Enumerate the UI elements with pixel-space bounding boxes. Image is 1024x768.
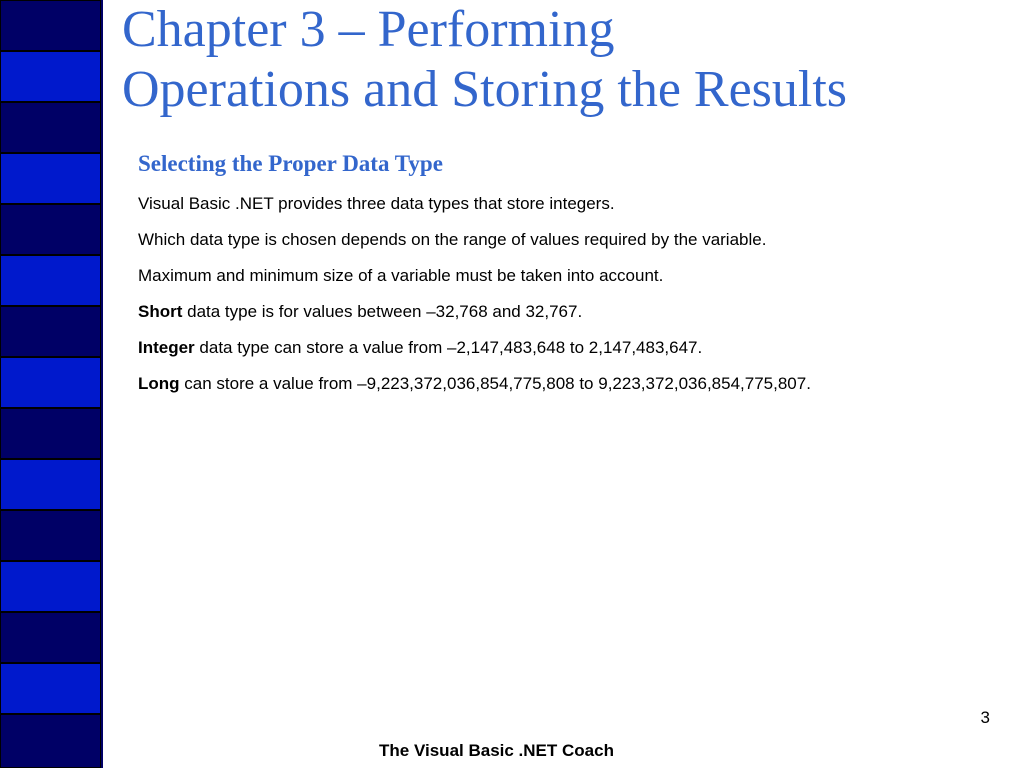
sidebar-block — [0, 102, 101, 153]
slide-subtitle: Selecting the Proper Data Type — [138, 151, 443, 176]
sidebar-block — [0, 561, 101, 612]
title-line-1: Chapter 3 – Performing — [122, 1, 615, 58]
body-line-text: can store a value from –9,223,372,036,854,775,808 to 9,223,372,036,854,775,807. — [179, 374, 811, 393]
sidebar-block — [0, 663, 101, 714]
sidebar-block — [0, 357, 101, 408]
sidebar-block — [0, 204, 101, 255]
sidebar-block — [0, 510, 101, 561]
page-number: 3 — [980, 708, 990, 727]
keyword-integer: Integer — [138, 338, 195, 357]
keyword-long: Long — [138, 374, 180, 393]
sidebar-block — [0, 408, 101, 459]
body-line — [138, 373, 811, 395]
body-line-text: Maximum and minimum size of a variable must be taken into account. — [138, 266, 664, 285]
body-line — [138, 337, 702, 359]
title-line-2: Operations and Storing the Results — [122, 61, 848, 118]
footer-text: The Visual Basic .NET Coach — [379, 741, 614, 760]
slide-title — [122, 0, 1012, 120]
body-line — [138, 193, 615, 215]
sidebar-decoration — [0, 0, 103, 768]
body-line-text: data type can store a value from –2,147,483,648 to 2,147,483,647. — [194, 338, 703, 357]
sidebar-block — [0, 255, 101, 306]
sidebar-block — [0, 51, 101, 102]
sidebar-block — [0, 153, 101, 204]
body-line — [138, 265, 663, 287]
keyword-short: Short — [138, 302, 183, 321]
sidebar-block — [0, 0, 101, 51]
body-line-text: data type is for values between –32,768 and 32,767. — [182, 302, 583, 321]
body-line — [138, 229, 766, 251]
sidebar-block — [0, 459, 101, 510]
body-line-text: Visual Basic .NET provides three data types that store integers. — [138, 194, 615, 213]
body-line-text: Which data type is chosen depends on the range of values required by the variable. — [138, 230, 767, 249]
sidebar-block — [0, 306, 101, 357]
sidebar-block — [0, 612, 101, 663]
body-line — [138, 301, 582, 323]
sidebar-block — [0, 714, 101, 768]
